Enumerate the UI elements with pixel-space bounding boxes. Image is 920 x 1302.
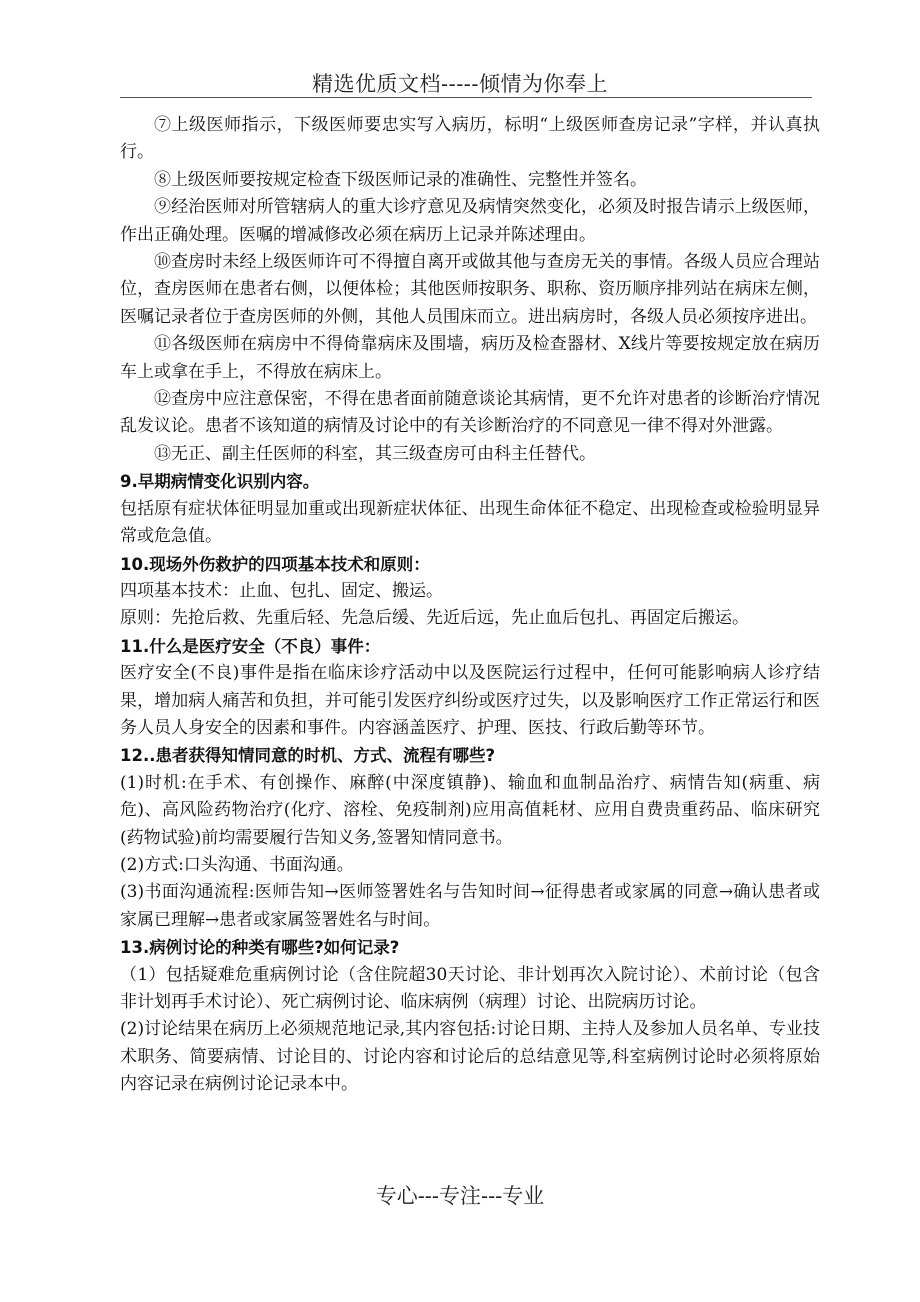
section-heading-13: 13.病例讨论的种类有哪些?如何记录? (120, 938, 400, 958)
paragraph: 包括原有症状体征明显加重或出现新症状体征、出现生命体征不稳定、出现检查或检验明显异常或危急值。 (120, 498, 820, 547)
section-heading-9: 9.早期病情变化识别内容。 (120, 472, 320, 492)
header-divider (120, 97, 812, 98)
paragraph: (2)讨论结果在病历上必须规范地记录,其内容包括:讨论日期、主持人及参加人员名单、专业技术职务、简要病情、讨论目的、讨论内容和讨论后的总结意见等,科室病例讨论时必须将原始内容记录在病例讨论记录本中。 (120, 1019, 820, 1095)
paragraph: （1）包括疑难危重病例讨论（含住院超30天讨论、非计划再次入院讨论）、术前讨论（包含非计划再手术讨论）、死亡病例讨论、临床病例（病理）讨论、出院病历讨论。 (120, 964, 820, 1012)
paragraph-item-11: ⑪各级医师在病房中不得倚靠病床及围墙，病历及检查器材、X线片等要按规定放在病历车上或拿在手上，不得放在病床上。 (120, 334, 820, 382)
paragraph: (2)方式:口头沟通、书面沟通。 (120, 854, 354, 875)
paragraph-item-13: ⑬无正、副主任医师的科室，其三级查房可由科主任替代。 (154, 443, 596, 464)
paragraph-item-10: ⑩查房时未经上级医师许可不得擅自离开或做其他与查房无关的事情。各级人员应合理站位，查房医师在患者右侧，以便体检；其他医师按职务、职称、资历顺序排列站在病床左侧，医嘱记录者位于查房医师的外侧，其他人员围床而立。进出病房时，各级人员必须按序进出。 (120, 252, 820, 327)
document-body (120, 112, 820, 1099)
section-heading-11: 11.什么是医疗安全（不良）事件： (120, 636, 381, 656)
paragraph: 原则：先抢后救、先重后轻、先急后缓、先近后远，先止血后包扎、再固定后搬运。 (120, 608, 749, 629)
paragraph-item-12: ⑫查房中应注意保密，不得在患者面前随意谈论其病情，更不允许对患者的诊断治疗情况乱发议论。患者不该知道的病情及讨论中的有关诊断治疗的不同意见一律不得对外泄露。 (120, 389, 820, 437)
paragraph: 四项基本技术：止血、包扎、固定、搬运。 (120, 580, 443, 601)
section-heading-12: 12..患者获得知情同意的时机、方式、流程有哪些? (120, 746, 496, 766)
paragraph: 医疗安全(不良)事件是指在临床诊疗活动中以及医院运行过程中，任何可能影响病人诊疗结果，增加病人痛苦和负担，并可能引发医疗纠纷或医疗过失，以及影响医疗工作正常运行和医务人员人身安全的因素和事件。内容涵盖医疗、护理、医技、行政后勤等环节。 (120, 663, 820, 738)
paragraph: (1)时机:在手术、有创操作、麻醉(中深度镇静)、输血和血制品治疗、病情告知(病重、病危)、高风险药物治疗(化疗、溶栓、免疫制剂)应用高值耗材、应用自费贵重药品、临床研究(药物试验)前均需要履行告知义务,签署知情同意书。 (120, 772, 820, 848)
paragraph-item-8: ⑧上级医师要按规定检查下级医师记录的准确性、完整性并签名。 (154, 169, 647, 190)
paragraph-item-9: ⑨经治医师对所管辖病人的重大诊疗意见及病情突然变化，必须及时报告请示上级医师，作出正确处理。医嘱的增减修改必须在病历上记录并陈述理由。 (120, 197, 820, 245)
paragraph: (3)书面沟通流程:医师告知→医师签署姓名与告知时间→征得患者或家属的同意→确认患者或家属已理解→患者或家属签署姓名与时间。 (120, 882, 820, 930)
page-header: 精选优质文档-----倾情为你奉上 (312, 72, 608, 96)
paragraph-item-7: ⑦上级医师指示，下级医师要忠实写入病历，标明“上级医师查房记录”字样，并认真执行。 (120, 115, 820, 163)
page-footer: 专心---专注---专业 (375, 1184, 545, 1208)
section-heading-10: 10.现场外伤救护的四项基本技术和原则： (120, 554, 430, 574)
